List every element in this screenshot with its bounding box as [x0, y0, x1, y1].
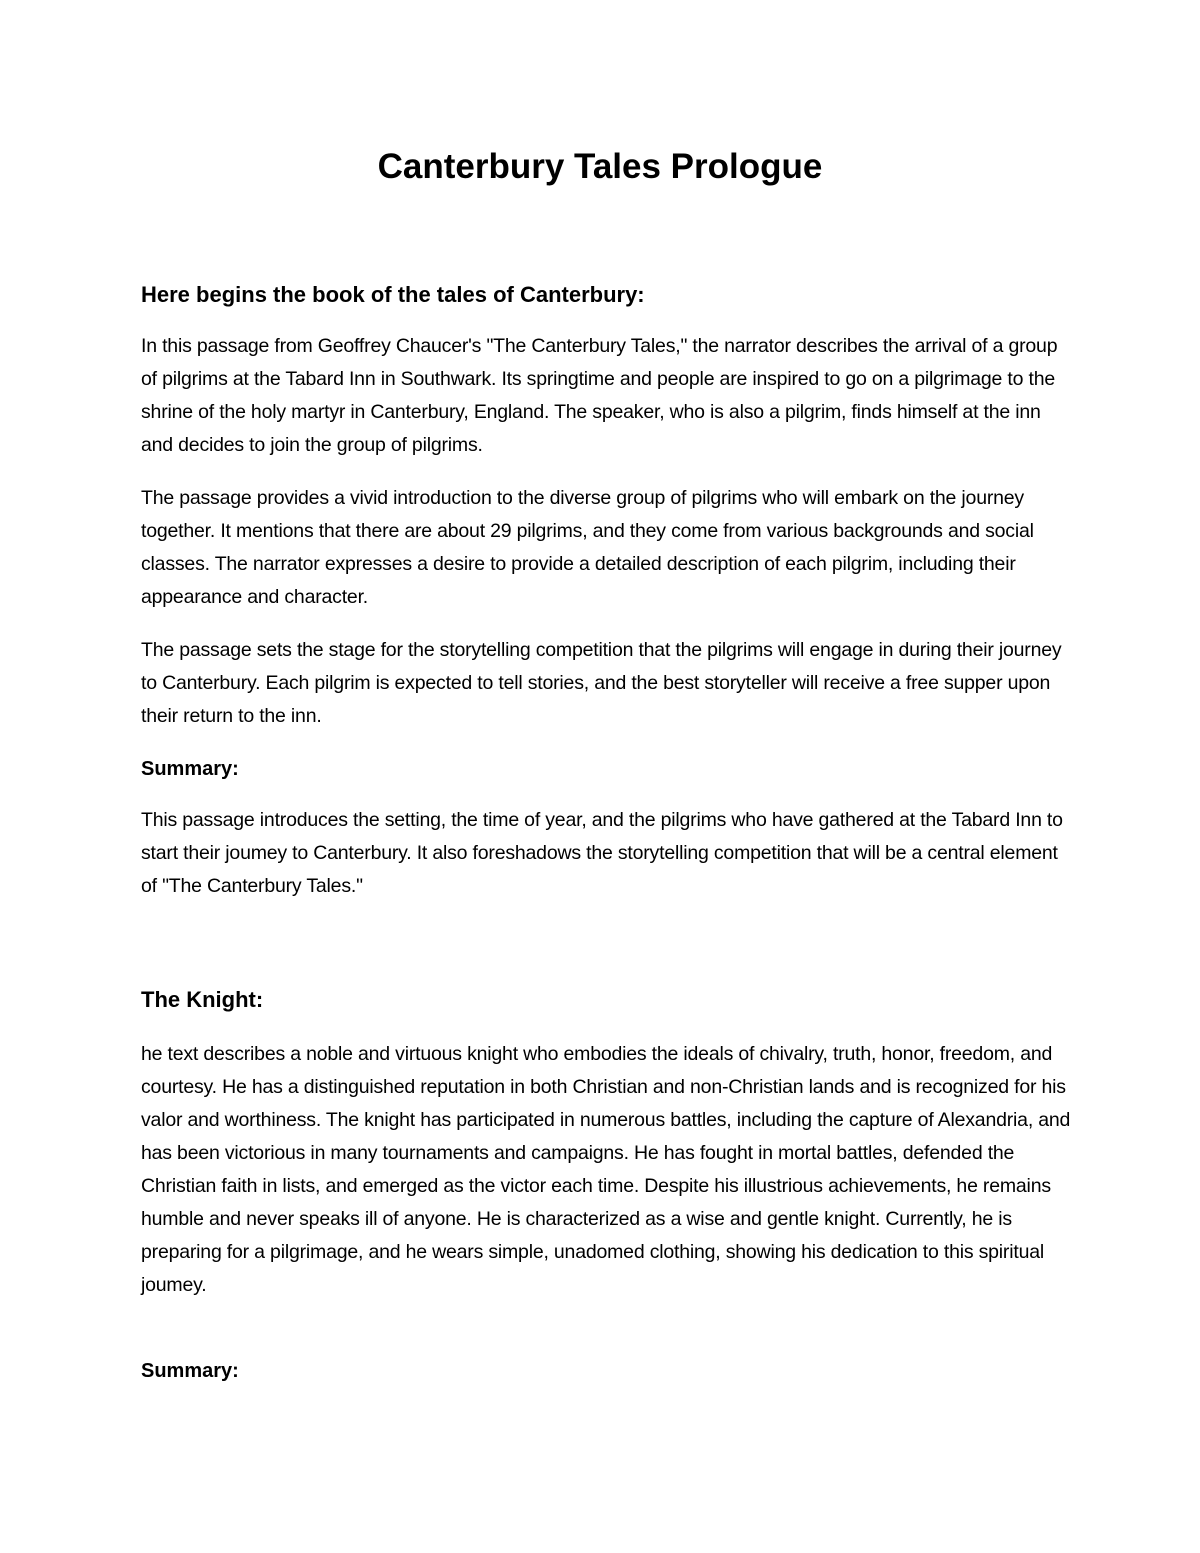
- paragraph: The passage provides a vivid introduction to the diverse group of pilgrims who will embark on the journey together. It mentions that there are about 29 pilgrims, and they come from various backgrounds and social classes. The narrator expresses a desire to provide a detailed description of each pilgrim, including their appearance and character.: [141, 487, 1034, 608]
- summary-label: Summary:: [141, 1360, 239, 1382]
- summary-paragraph: This passage introduces the setting, the time of year, and the pilgrims who have gathered at the Tabard Inn to start their joumey to Canterbury. It also foreshadows the storytelling competition that will be a central element of "The Canterbury Tales.": [141, 809, 1063, 897]
- paragraph: In this passage from Geoffrey Chaucer's "The Canterbury Tales," the narrator describes the arrival of a group of pilgrims at the Tabard Inn in Southwark. Its springtime and people are inspired to go on a pilgrimage to the shrine of the holy martyr in Canterbury, England. The speaker, who is also a pilgrim, finds himself at the inn and decides to join the group of pilgrims.: [141, 335, 1058, 456]
- section-heading-prologue: Here begins the book of the tales of Canterbury:: [141, 282, 645, 307]
- paragraph: he text describes a noble and virtuous knight who embodies the ideals of chivalry, truth, honor, freedom, and courtesy. He has a distinguished reputation in both Christian and non-Christian lands and is recognized for his valor and worthiness. The knight has participated in numerous battles, including the capture of Alexandria, and has been victorious in many tournaments and campaigns. He has fought in mortal battles, defended the Christian faith in lists, and emerged as the victor each time. Despite his illustrious achievements, he remains humble and never speaks ill of anyone. He is characterized as a wise and gentle knight. Currently, he is preparing for a pilgrimage, and he wears simple, unadomed clothing, showing his dedication to this spiritual joumey.: [141, 1043, 1071, 1296]
- section-heading-knight: The Knight:: [141, 987, 264, 1012]
- paragraph: The passage sets the stage for the storytelling competition that the pilgrims will engage in during their journey to Canterbury. Each pilgrim is expected to tell stories, and the best storyteller will receive a free supper upon their return to the inn.: [141, 639, 1062, 727]
- summary-label: Summary:: [141, 758, 239, 780]
- page-title: Canterbury Tales Prologue: [377, 147, 823, 186]
